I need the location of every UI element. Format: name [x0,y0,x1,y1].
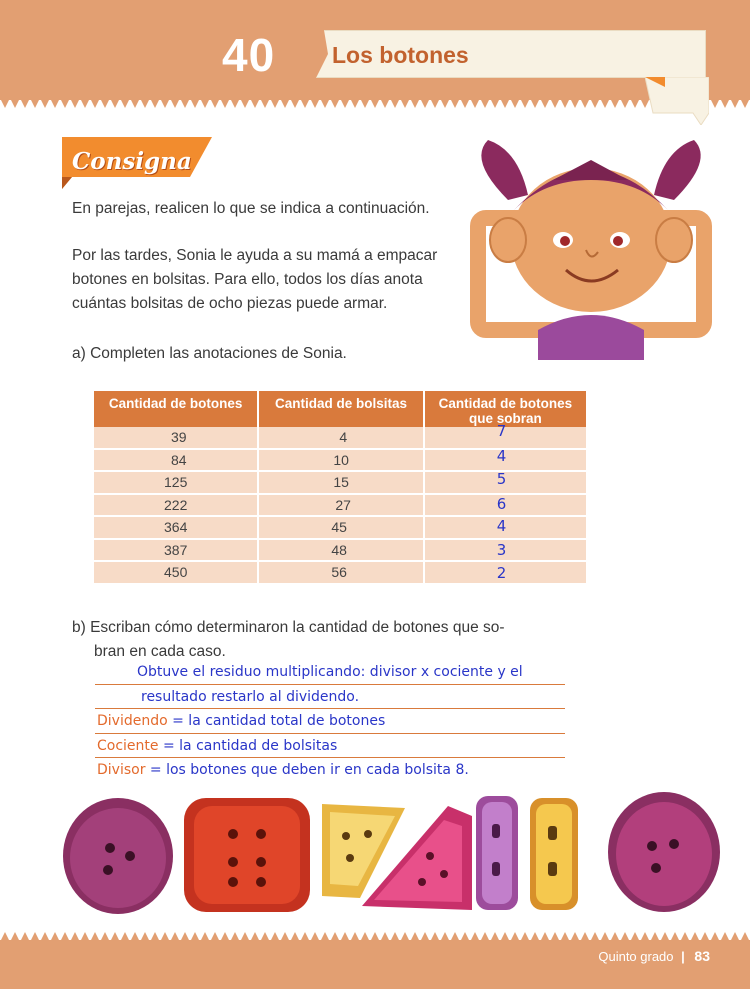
cell-botones: 125 [164,474,188,490]
question-b [72,616,572,664]
grade-label: Quinto grado [598,949,674,964]
cell-botones: 39 [171,429,187,445]
table-row [94,517,586,540]
cell-sobran-answer[interactable]: 6 [496,494,507,513]
footer-zigzag [0,932,750,942]
answer-line[interactable] [95,709,565,734]
answer-lines[interactable] [95,660,565,782]
page-title: Los botones [332,42,469,68]
answer-line[interactable] [95,758,565,782]
cell-sobran-answer[interactable]: 4 [496,517,507,535]
def-divisor: = los botones que deben ir en cada bolsita 8. [145,762,469,778]
cell-bolsitas: 45 [331,519,347,535]
footer-separator: | [681,949,685,964]
instruction-text: En parejas, realicen lo que se indica a continuación. [72,200,430,217]
cell-botones: 450 [164,564,188,580]
cell-sobran-answer[interactable]: 5 [496,470,507,488]
lesson-number: 40 [222,29,276,81]
answer-text-2: resultado restarlo al dividendo. [141,688,360,705]
footer-band [0,940,750,989]
header-sobran: Cantidad de botones que sobran [425,391,586,427]
cell-sobran-answer[interactable]: 3 [496,540,507,559]
cell-sobran-answer[interactable]: 7 [496,422,507,440]
question-a: a) Completen las anotaciones de Sonia. [72,345,347,362]
term-dividendo: Dividendo [97,713,168,729]
page-number: 83 [694,948,710,964]
sonia-table [94,391,586,585]
question-b-line1: b) Escriban cómo determinaron la cantidad de botones que so- [72,619,505,636]
cell-bolsitas: 48 [331,541,347,558]
cell-bolsitas: 4 [339,429,348,445]
girl-illustration [468,140,714,360]
table-row [94,495,586,518]
def-dividendo: = la cantidad total de botones [167,713,386,729]
consigna-label: Consigna [72,148,192,175]
answer-line[interactable] [95,685,565,710]
table-row [94,562,586,585]
problem-text: Por las tardes, Sonia le ayuda a su mamá a empacar botones en bolsitas. Para ello, todos los días anota cuántas bolsitas de ocho piezas puede armar. [72,247,438,312]
cell-bolsitas: 27 [335,496,351,513]
term-cociente: Cociente [97,737,159,754]
cell-sobran-answer[interactable]: 2 [496,564,507,582]
buttons-illustration [60,786,720,916]
table-row [94,450,586,473]
def-cociente: = la cantidad de bolsitas [158,737,338,754]
answer-line[interactable] [95,734,565,759]
term-divisor: Divisor [97,762,146,778]
cell-botones: 222 [164,496,188,513]
cell-botones: 364 [164,519,188,535]
banner-ribbon-tail [645,77,709,125]
header-botones: Cantidad de botones [94,391,259,427]
footer-text [598,948,710,964]
table-row [94,472,586,495]
table-row [94,540,586,563]
cell-bolsitas: 15 [333,474,349,490]
header-zigzag [0,98,750,108]
table-row [94,427,586,450]
cell-sobran-answer[interactable]: 4 [496,446,507,465]
cell-bolsitas: 10 [333,451,349,468]
question-b-line2: bran en cada caso. [94,643,226,660]
header-bolsitas: Cantidad de bolsitas [259,391,424,427]
cell-botones: 84 [171,451,187,468]
cell-botones: 387 [164,541,188,558]
answer-text-1: Obtuve el residuo multiplicando: divisor x cociente y el [137,664,523,680]
answer-line[interactable] [95,660,565,685]
cell-bolsitas: 56 [331,564,347,580]
